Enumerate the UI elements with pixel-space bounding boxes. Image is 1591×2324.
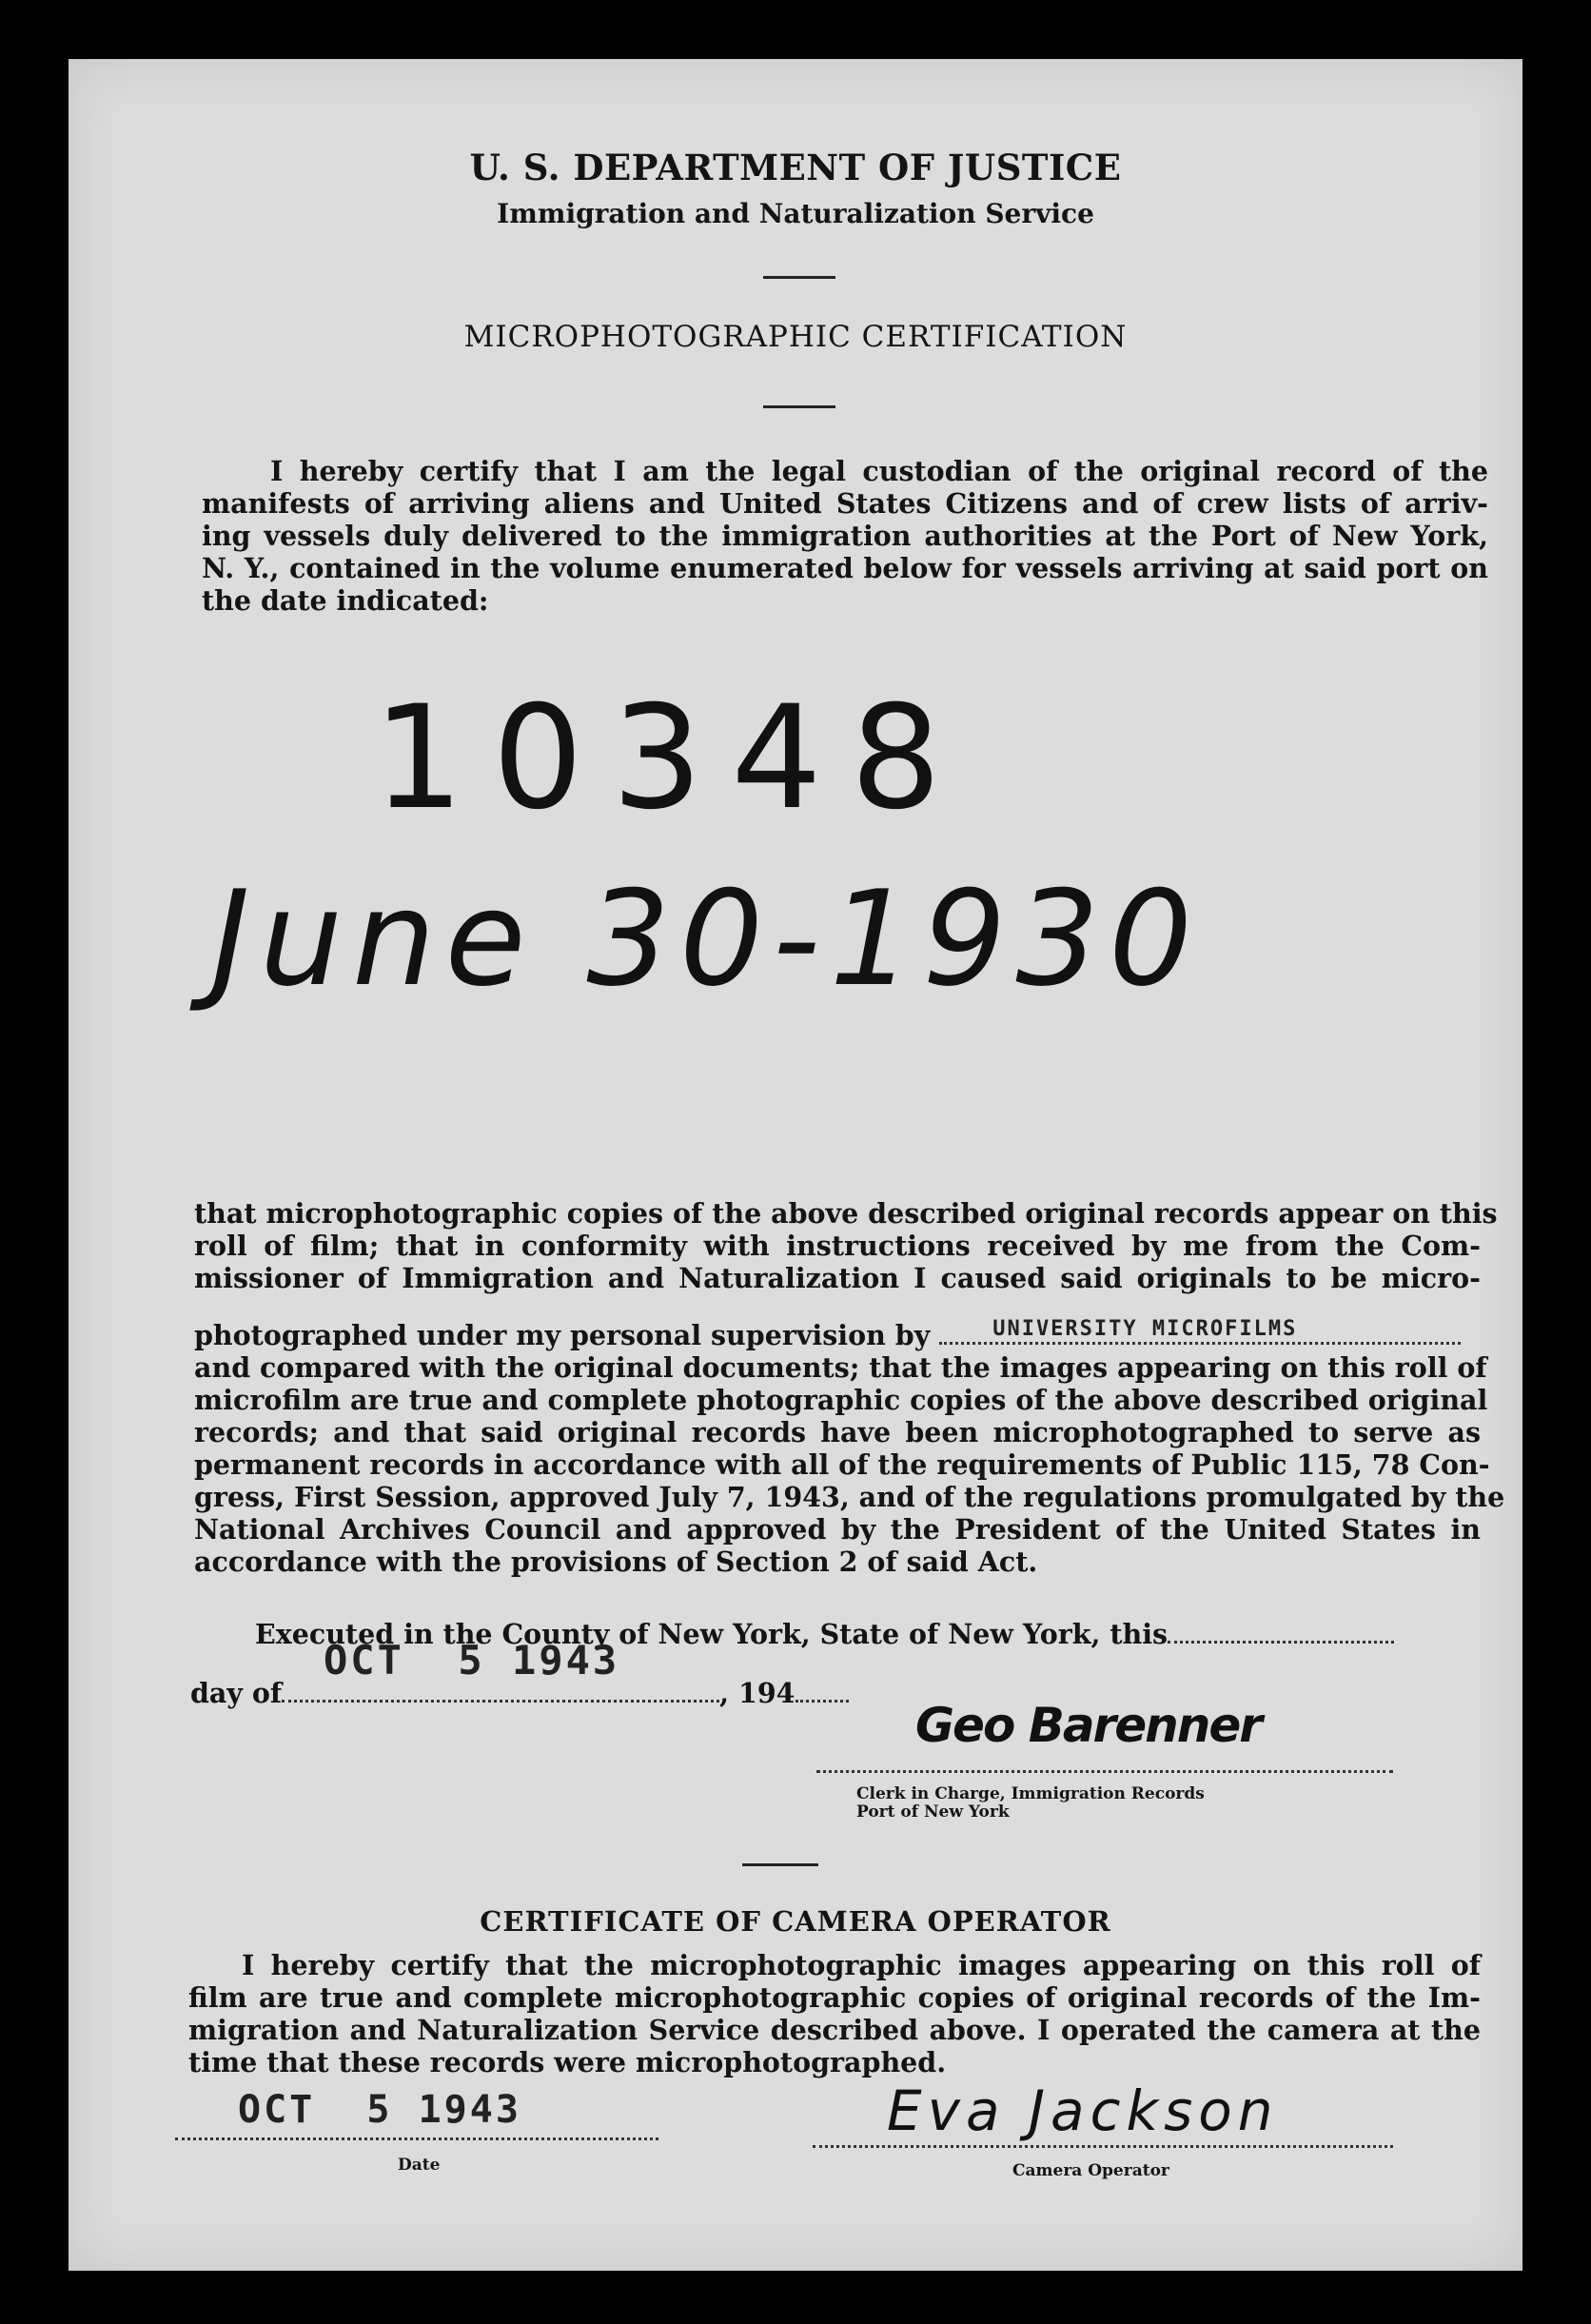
paragraph-line: and compared with the original documents; that the images appearing on this roll of [194,1351,1487,1384]
photographer-field [939,1317,1461,1345]
paragraph-line: time that these records were microphotographed. [188,2046,947,2078]
paragraph-line: missioner of Immigration and Naturalization I caused said originals to be micro- [194,1262,1481,1294]
year-field [796,1677,849,1703]
paragraph-line: N. Y., contained in the volume enumerated below for vessels arriving at said port on [202,552,1488,584]
operator-signature-line [813,2145,1393,2148]
handwritten-volume-number: 10348 [373,676,971,841]
divider [742,1863,818,1866]
paragraph-line: microfilm are true and complete photographic copies of the above described original [194,1384,1488,1416]
department-heading: U. S. DEPARTMENT OF JUSTICE [469,147,1122,188]
clerk-title-line: Clerk in Charge, Immigration Records [856,1784,1205,1803]
clerk-title [856,1785,1205,1822]
paragraph-line: manifests of arriving aliens and United States Citizens and of crew lists of arriv- [202,487,1488,520]
paragraph-line: migration and Naturalization Service described above. I operated the camera at the [188,2014,1481,2046]
day-of-field [282,1677,719,1703]
executed-date-stamp: OCT 5 1943 [324,1637,620,1684]
paragraph-line: the date indicated: [202,584,489,617]
clerk-signature-line [816,1770,1393,1773]
paragraph-line: National Archives Council and approved by the President of the United States in [194,1513,1481,1546]
certificate-sheet [69,59,1522,2271]
handwritten-arrival-date: June 30-1930 [211,862,1202,1015]
day-of-label: day of [190,1677,283,1709]
copies-paragraph-rest [194,1351,1505,1578]
paragraph-line: that microphotographic copies of the above described original records appear on this [194,1197,1498,1230]
copies-paragraph [194,1197,1498,1294]
photographed-prefix: photographed under my personal supervision by [194,1319,931,1351]
paragraph-line: accordance with the provisions of Section 2 of said Act. [194,1546,1038,1578]
year-prefix: , 194 [719,1677,796,1709]
operator-signature: Eva Jackson [887,2078,1279,2143]
paragraph-line: gress, First Session, approved July 7, 1943, and of the regulations promulgated by the [194,1481,1505,1513]
camera-certificate-paragraph [188,1949,1481,2078]
paragraph-line: I hereby certify that the microphotographic images appearing on this roll of [242,1949,1481,1981]
paragraph-line: ing vessels duly delivered to the immigration authorities at the Port of New York, [202,520,1488,552]
clerk-title-line: Port of New York [856,1802,1010,1822]
camera-date-stamp: OCT 5 1943 [238,2088,521,2132]
divider [763,276,835,279]
date-line [175,2137,658,2140]
paragraph-line: records; and that said original records have been microphotographed to serve as [194,1416,1481,1448]
paragraph-line: permanent records in accordance with all of the requirements of Public 115, 78 Con- [194,1448,1490,1481]
camera-certificate-title: CERTIFICATE OF CAMERA OPERATOR [480,1905,1111,1938]
service-subheading: Immigration and Naturalization Service [497,198,1094,229]
paragraph-line: I hereby certify that I am the legal custodian of the original record of the [270,455,1488,487]
operator-label: Camera Operator [1012,2161,1169,2180]
executed-text: Executed in the County of New York, State of New York, this [255,1618,1169,1650]
executed-day-field [1168,1618,1394,1644]
clerk-signature: Geo Barenner [915,1698,1261,1753]
date-label: Date [398,2156,441,2175]
divider [763,405,835,408]
document-title: MICROPHOTOGRAPHIC CERTIFICATION [463,320,1128,354]
day-of-line [190,1677,849,1709]
photographer-stamp: UNIVERSITY MICROFILMS [992,1317,1298,1341]
photographed-line [194,1317,1481,1351]
paragraph-line: film are true and complete microphotographic copies of original records of the Im- [188,1981,1481,2014]
custodian-paragraph [202,455,1488,617]
paragraph-line: roll of film; that in conformity with instructions received by me from the Com- [194,1230,1481,1262]
